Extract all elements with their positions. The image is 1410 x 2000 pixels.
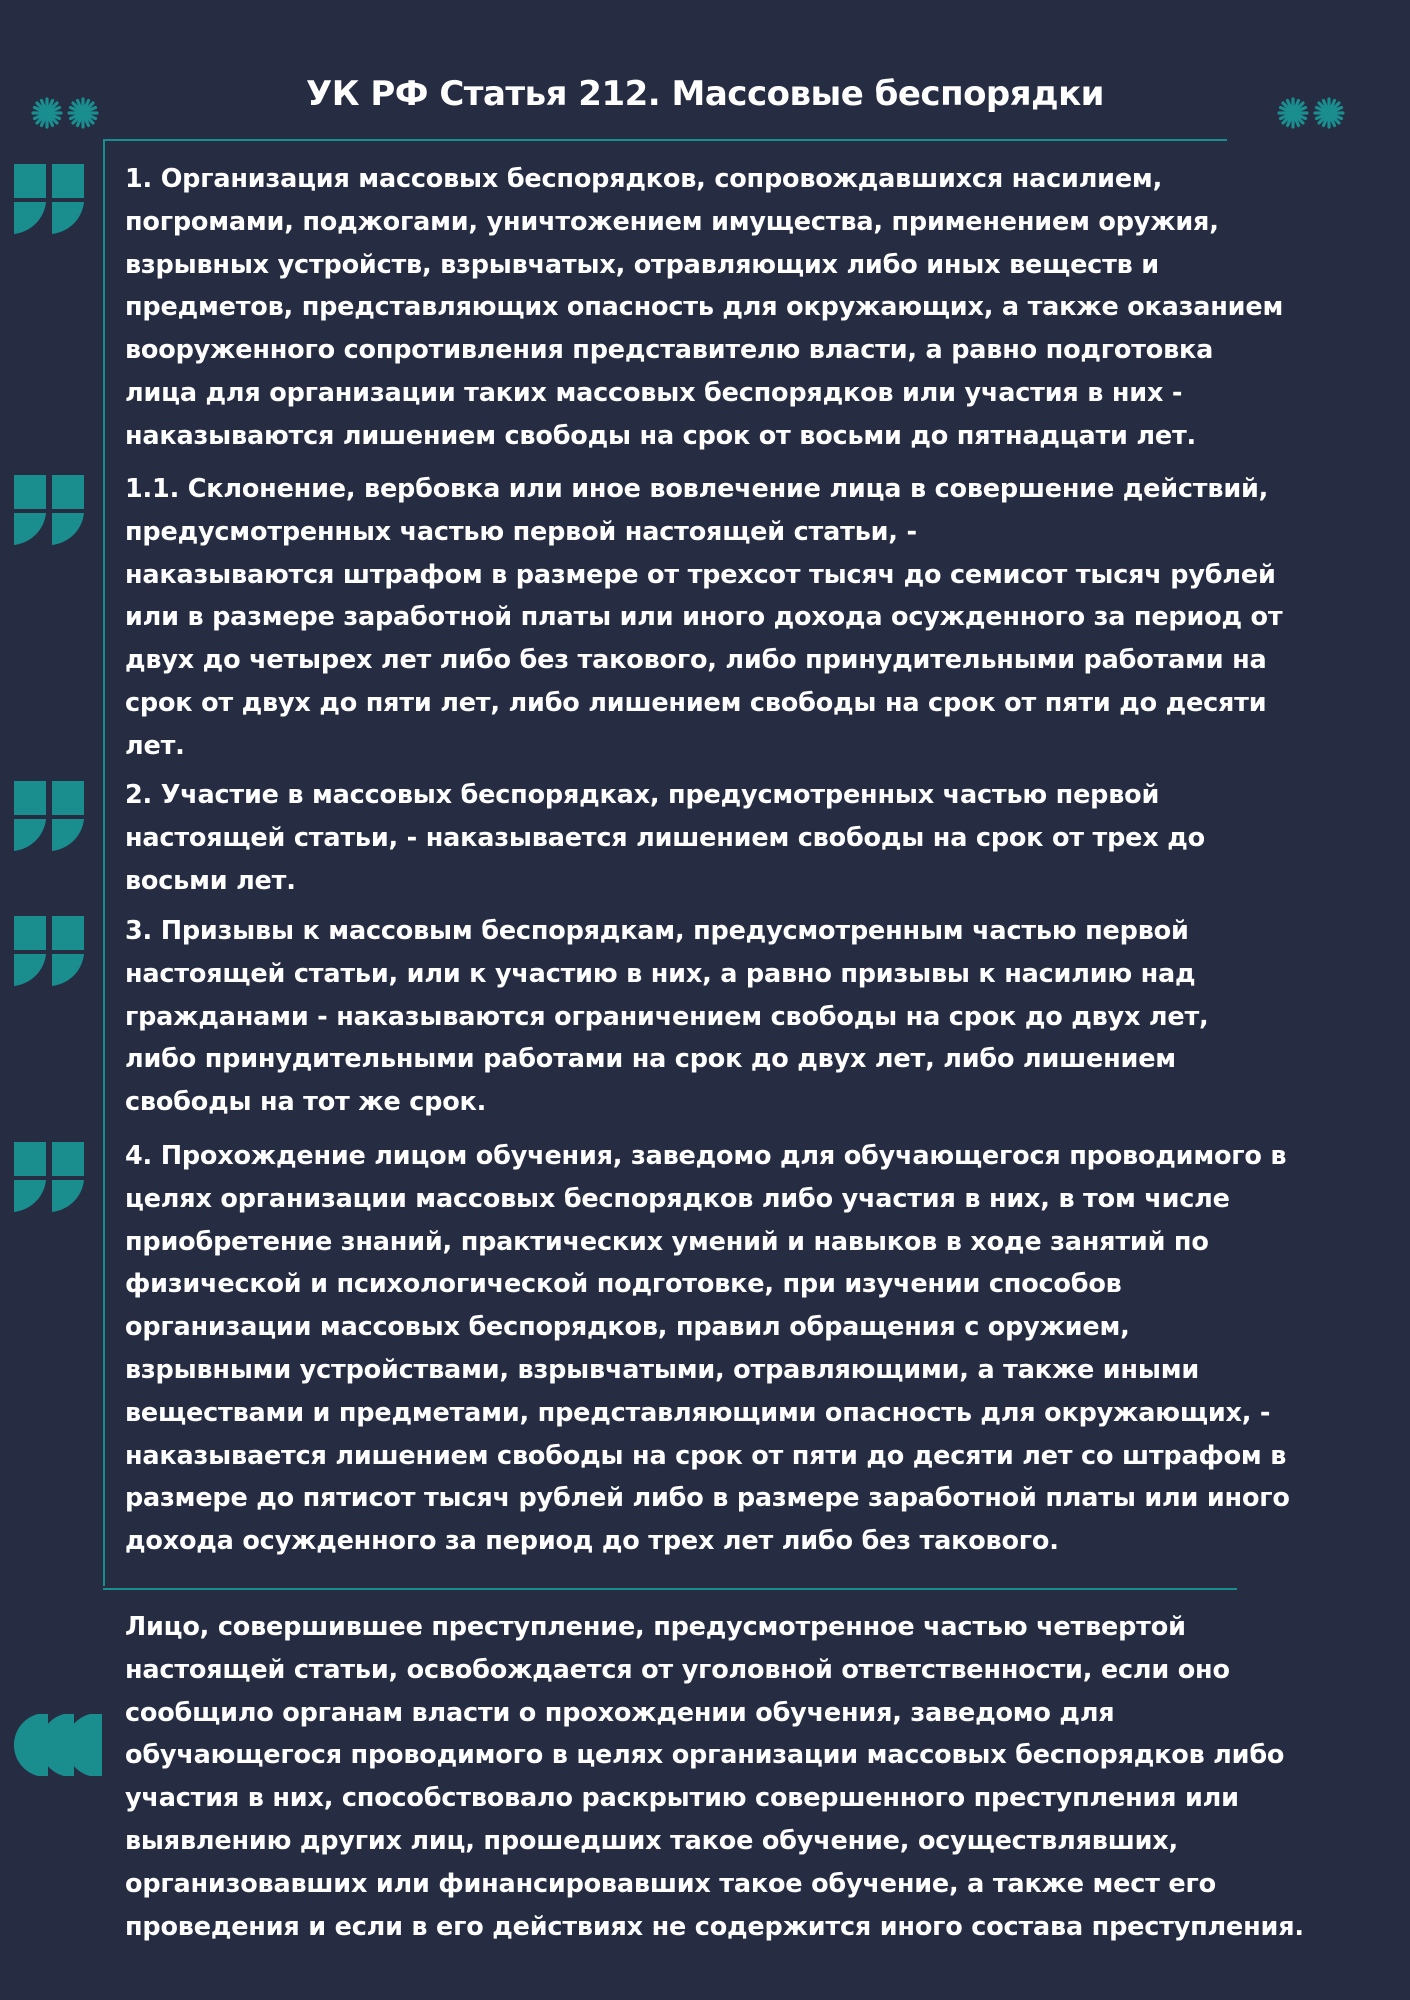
exemption-note <box>125 1606 1325 1948</box>
text-line: или в размере заработной платы или иного дохода осужденного за период от <box>125 602 1283 633</box>
text-line: обучающегося проводимого в целях организации массовых беспорядков либо <box>125 1740 1285 1771</box>
text-line: свободы на тот же срок. <box>125 1087 487 1118</box>
page-title: УК РФ Статья 212. Массовые беспорядки <box>306 74 1104 114</box>
text-line: взрывными устройствами, взрывчатыми, отравляющими, а также иными <box>125 1354 1200 1385</box>
open-quote-icon <box>8 1712 104 1778</box>
text-line: восьми лет. <box>125 865 296 896</box>
text-line: размере до пятисот тысяч рублей либо в размере заработной платы или иного <box>125 1483 1290 1514</box>
text-line: лет. <box>125 730 185 761</box>
text-line: физической и психологической подготовке, при изучении способов <box>125 1269 1122 1300</box>
text-line: настоящей статьи, освобождается от уголовной ответственности, если оно <box>125 1654 1230 1685</box>
left-border <box>103 141 105 1586</box>
text-line: лица для организации таких массовых беспорядков или участия в них - <box>125 377 1183 408</box>
article-paragraph-3 <box>125 910 1325 1124</box>
asterisk-pair-icon <box>1276 96 1348 130</box>
quote-mark-icon <box>12 162 88 236</box>
text-line: настоящей статьи, - наказывается лишением свободы на срок от трех до <box>125 822 1205 853</box>
quote-mark-icon <box>12 779 88 853</box>
article-paragraph-1-1 <box>125 468 1325 768</box>
text-line: наказываются штрафом в размере от трехсот тысяч до семисот тысяч рублей <box>125 559 1276 590</box>
text-line: участия в них, способствовало раскрытию совершенного преступления или <box>125 1783 1239 1814</box>
text-line: приобретение знаний, практических умений и навыков в ходе занятий по <box>125 1226 1209 1257</box>
text-line: вооруженного сопротивления представителю власти, а равно подготовка <box>125 335 1214 366</box>
quote-mark-icon <box>12 473 88 547</box>
text-line: проведения и если в его действиях не содержится иного состава преступления. <box>125 1911 1304 1942</box>
text-line: организовавших или финансировавших такое обучение, а также мест его <box>125 1868 1216 1899</box>
text-line: наказывается лишением свободы на срок от пяти до десяти лет со штрафом в <box>125 1440 1287 1471</box>
text-line: 1.1. Склонение, вербовка или иное вовлечение лица в совершение действий, <box>125 474 1269 504</box>
quote-mark-icon <box>12 1140 88 1214</box>
bottom-divider <box>103 1588 1237 1590</box>
text-line: предусмотренных частью первой настоящей статьи, - <box>125 516 917 547</box>
text-line: Лицо, совершившее преступление, предусмотренное частью четвертой <box>125 1612 1186 1642</box>
text-line: 4. Прохождение лицом обучения, заведомо для обучающегося проводимого в <box>125 1141 1287 1171</box>
text-line: 3. Призывы к массовым беспорядкам, предусмотренным частью первой <box>125 916 1189 946</box>
text-line: либо принудительными работами на срок до двух лет, либо лишением <box>125 1044 1176 1075</box>
article-paragraph-2 <box>125 774 1325 902</box>
text-line: предметов, представляющих опасность для окружающих, а также оказанием <box>125 292 1284 323</box>
article-paragraph-1 <box>125 158 1325 458</box>
text-line: наказываются лишением свободы на срок от восьми до пятнадцати лет. <box>125 420 1197 451</box>
text-line: сообщило органам власти о прохождении обучения, заведомо для <box>125 1697 1115 1728</box>
asterisk-pair-icon <box>30 96 102 130</box>
text-line: гражданами - наказываются ограничением свободы на срок до двух лет, <box>125 1001 1209 1032</box>
article-paragraph-4 <box>125 1135 1325 1563</box>
text-line: организации массовых беспорядков, правил обращения с оружием, <box>125 1312 1130 1343</box>
text-line: выявлению других лиц, прошедших такое обучение, осуществлявших, <box>125 1825 1178 1856</box>
top-divider <box>103 139 1227 141</box>
text-line: веществами и предметами, представляющими опасность для окружающих, - <box>125 1397 1271 1428</box>
text-line: погромами, поджогами, уничтожением имущества, применением оружия, <box>125 206 1219 237</box>
text-line: взрывных устройств, взрывчатых, отравляющих либо иных веществ и <box>125 249 1159 280</box>
text-line: срок от двух до пяти лет, либо лишением свободы на срок от пяти до десяти <box>125 687 1267 718</box>
text-line: целях организации массовых беспорядков либо участия в них, в том числе <box>125 1183 1230 1214</box>
text-line: 2. Участие в массовых беспорядках, предусмотренных частью первой <box>125 780 1160 810</box>
text-line: настоящей статьи, или к участию в них, а равно призывы к насилию над <box>125 958 1196 989</box>
text-line: дохода осужденного за период до трех лет либо без такового. <box>125 1526 1059 1557</box>
text-line: 1. Организация массовых беспорядков, сопровождавшихся насилием, <box>125 164 1163 194</box>
text-line: двух до четырех лет либо без такового, либо принудительными работами на <box>125 645 1267 676</box>
quote-mark-icon <box>12 914 88 988</box>
